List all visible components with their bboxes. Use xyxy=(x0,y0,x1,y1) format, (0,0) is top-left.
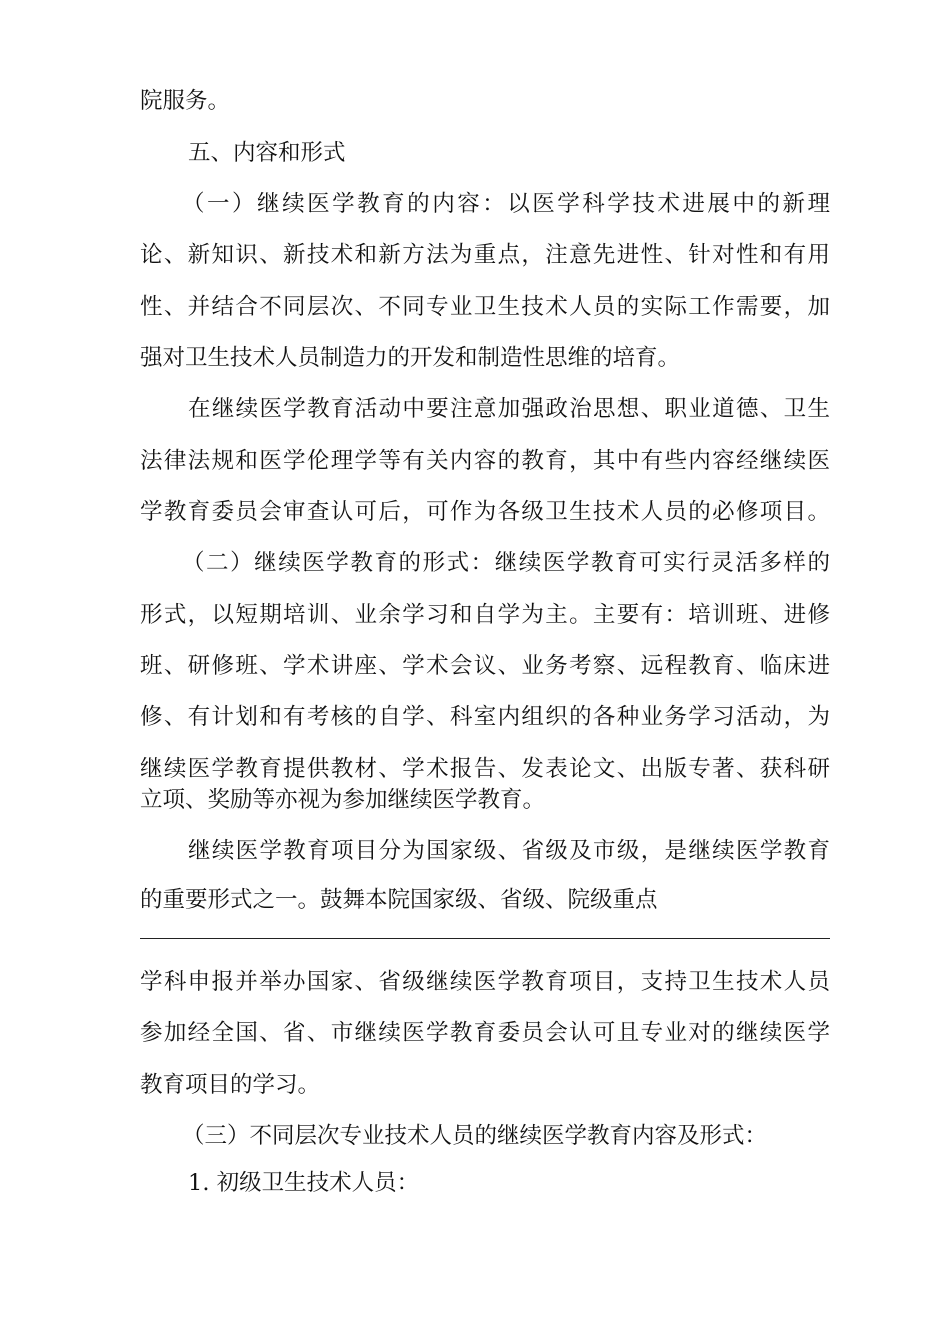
page-break-divider xyxy=(140,938,830,939)
projects-paragraph-line: 的重要形式之一。鼓舞本院国家级、省级、院级重点 xyxy=(140,887,658,913)
content-paragraph-line: 性、并结合不同层次、不同专业卫生技术人员的实际工作需要，加 xyxy=(140,294,830,320)
forms-paragraph-line: 立项、奖励等亦视为参加继续医学教育。 xyxy=(140,787,546,813)
forms-paragraph-line: 班、研修班、学术讲座、学术会议、业务考察、远程教育、临床进 xyxy=(140,653,830,679)
forms-paragraph-line: 继续医学教育提供教材、学术报告、发表论文、出版专著、获科研 xyxy=(140,756,830,782)
forms-paragraph-line: 形式，以短期培训、业余学习和自学为主。主要有：培训班、进修 xyxy=(140,602,830,628)
forms-paragraph-line: （二）继续医学教育的形式：继续医学教育可实行灵活多样的 xyxy=(182,550,830,576)
section-heading: 五、内容和形式 xyxy=(188,140,346,166)
content-paragraph-line: 论、新知识、新技术和新方法为重点，注意先进性、针对性和有用 xyxy=(140,242,830,268)
projects-paragraph-line: 继续医学教育项目分为国家级、省级及市级，是继续医学教育 xyxy=(188,838,830,864)
content-paragraph-line: 强对卫生技术人员制造力的开发和制造性思维的培育。 xyxy=(140,345,681,371)
levels-subheading: （三）不同层次专业技术人员的继续医学教育内容及形式： xyxy=(182,1123,768,1149)
continued-line: 院服务。 xyxy=(140,88,231,114)
ethics-paragraph-line: 法律法规和医学伦理学等有关内容的教育，其中有些内容经继续医 xyxy=(140,448,830,474)
list-item-1: 1. 初级卫生技术人员： xyxy=(188,1170,420,1196)
continued-paragraph-line: 参加经全国、省、市继续医学教育委员会认可且专业对的继续医学 xyxy=(140,1020,830,1046)
forms-paragraph-line: 修、有计划和有考核的自学、科室内组织的各种业务学习活动，为 xyxy=(140,704,830,730)
ethics-paragraph-line: 学教育委员会审查认可后，可作为各级卫生技术人员的必修项目。 xyxy=(140,499,830,525)
content-paragraph-line: （一）继续医学教育的内容：以医学科学技术进展中的新理 xyxy=(182,191,830,217)
continued-paragraph-line: 教育项目的学习。 xyxy=(140,1072,321,1098)
ethics-paragraph-line: 在继续医学教育活动中要注意加强政治思想、职业道德、卫生 xyxy=(188,396,830,422)
continued-paragraph-line: 学科申报并举办国家、省级继续医学教育项目，支持卫生技术人员 xyxy=(140,969,830,995)
